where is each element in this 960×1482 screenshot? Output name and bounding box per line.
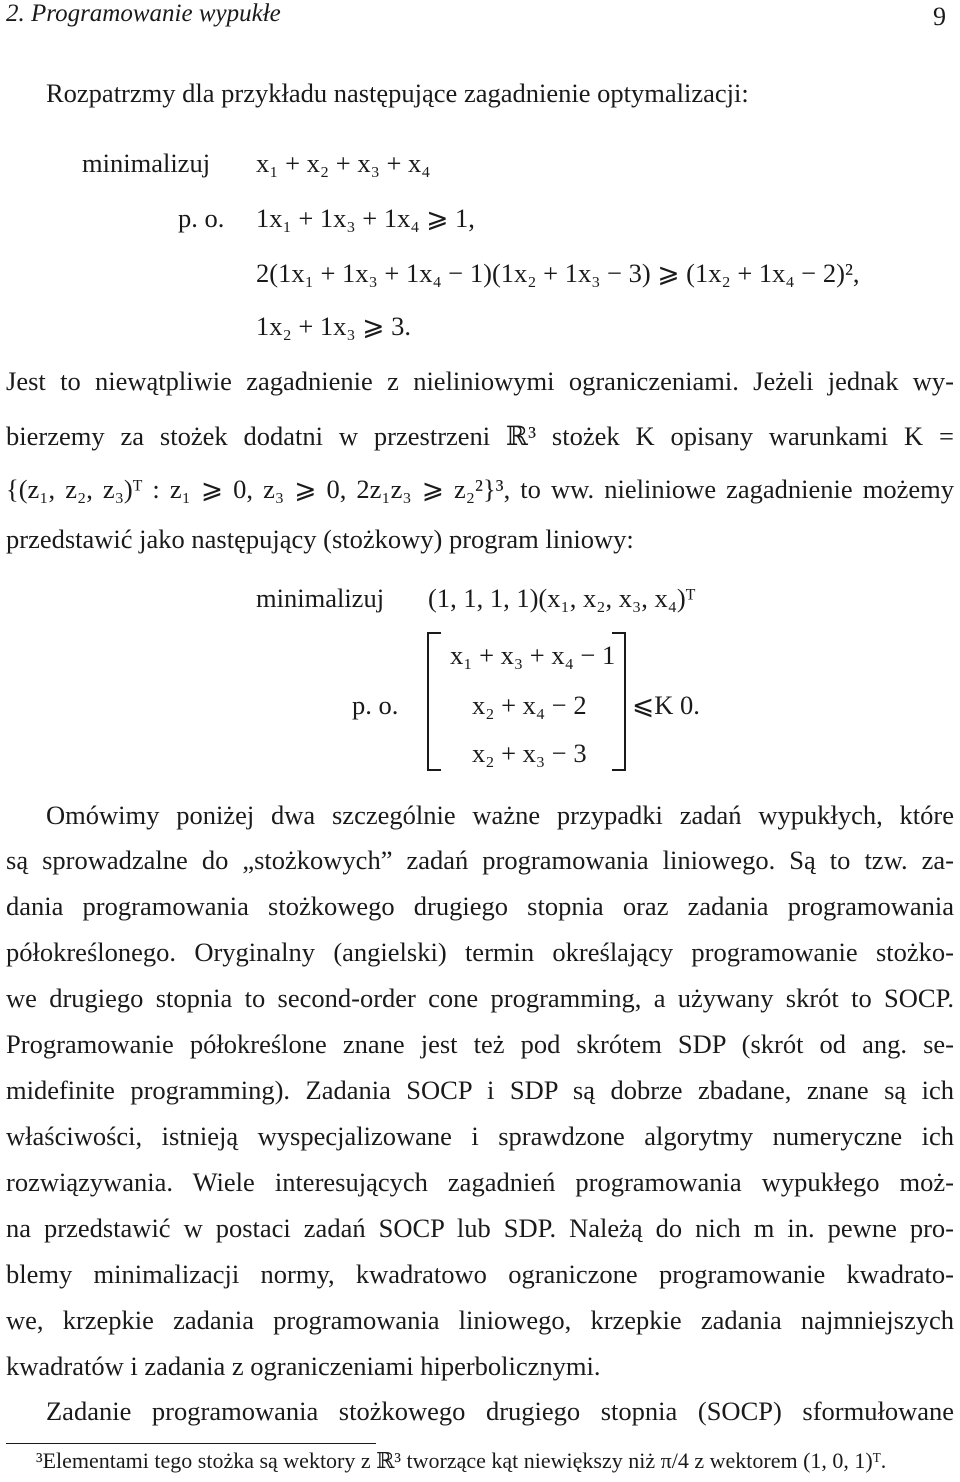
- paragraph-2-line: dania programowania stożkowego drugiego stopnia oraz zadania programowania: [6, 891, 954, 921]
- objective-2: (1, 1, 1, 1)(x₁, x₂, x₃, x₄)ᵀ: [428, 583, 696, 613]
- paragraph-2-line: rozwiązywania. Wiele interesujących zagadnień programowania wypukłego moż-: [6, 1167, 954, 1197]
- paragraph-2-line: we drugiego stopnia to second-order cone programming, a używany skrót to SOCP.: [6, 983, 954, 1013]
- matrix-row-1: x₁ + x₃ + x₄ − 1: [450, 640, 616, 670]
- matrix-row-2: x₂ + x₄ − 2: [472, 690, 587, 720]
- constraint-3: 1x₂ + 1x₃ ⩾ 3.: [256, 311, 412, 341]
- paragraph-3: Zadanie programowania stożkowego drugiego stopnia (SOCP) sformułowane: [46, 1396, 954, 1426]
- paragraph-1: [6, 366, 954, 566]
- paragraph-2-line: Programowanie półokreślone znane jest też pod skrótem SDP (skrót od ang. se-: [6, 1029, 954, 1059]
- paragraph-2-line: kwadratów i zadania z ograniczeniami hiperbolicznymi.: [6, 1351, 601, 1381]
- paragraph-2-line: midefinite programming). Zadania SOCP i SDP są dobrze zbadane, znane są ich: [6, 1075, 954, 1105]
- paragraph-2: [6, 800, 954, 1380]
- paragraph-1-line: {(z₁, z₂, z₃)ᵀ : z₁ ⩾ 0, z₃ ⩾ 0, 2z₁z₃ ⩾ z₂²}³, to ww. nieliniowe zagadnienie możemy: [6, 474, 954, 504]
- paragraph-1-line: Jest to niewątpliwie zagadnienie z nieliniowymi ograniczeniami. Jeżeli jednak wy-: [6, 366, 954, 396]
- paragraph-2-line: są sprowadzalne do „stożkowych” zadań programowania liniowego. Są to tzw. za-: [6, 845, 954, 875]
- minimize-label-1: minimalizuj: [82, 148, 211, 178]
- section-header: 2. Programowanie wypukłe: [6, 0, 281, 27]
- st-label-1: p. o.: [178, 203, 225, 233]
- intro-sentence: Rozpatrzmy dla przykładu następujące zagadnienie optymalizacji:: [46, 78, 749, 108]
- paragraph-2-line: na przedstawić w postaci zadań SOCP lub SDP. Należą do nich m in. pewne pro-: [6, 1213, 954, 1243]
- cone-inequality: ⩽K 0.: [632, 690, 700, 720]
- matrix-row-3: x₂ + x₃ − 3: [472, 738, 587, 768]
- paragraph-1-line: przedstawić jako następujący (stożkowy) program liniowy:: [6, 524, 634, 554]
- st-label-2: p. o.: [352, 690, 399, 720]
- paragraph-2-line: we, krzepkie zadania programowania liniowego, krzepkie zadania najmniejszych: [6, 1305, 954, 1335]
- objective-1: x₁ + x₂ + x₃ + x₄: [256, 148, 431, 178]
- matrix-left-bracket: [427, 632, 441, 771]
- paragraph-2-line: właściwości, istnieją wyspecjalizowane i sprawdzone algorytmy numeryczne ich: [6, 1121, 954, 1151]
- footnote-rule: [6, 1443, 376, 1444]
- paragraph-2-line: półokreślonego. Oryginalny (angielski) termin określający programowanie stożko-: [6, 937, 954, 967]
- footnote: ³Elementami tego stożka są wektory z ℝ³ tworzące kąt niewiększy niż π/4 z wektorem (1, 0, 1)ᵀ.: [36, 1448, 887, 1473]
- constraint-2: 2(1x₁ + 1x₃ + 1x₄ − 1)(1x₂ + 1x₃ − 3) ⩾ (1x₂ + 1x₄ − 2)²,: [256, 258, 860, 288]
- paragraph-2-line: blemy minimalizacji normy, kwadratowo ograniczone programowanie kwadrato-: [6, 1259, 954, 1289]
- paragraph-1-line: bierzemy za stożek dodatni w przestrzeni ℝ³ stożek K opisany warunkami K =: [6, 421, 954, 451]
- paragraph-2-line: Omówimy poniżej dwa szczególnie ważne przypadki zadań wypukłych, które: [46, 800, 954, 830]
- minimize-label-2: minimalizuj: [256, 583, 385, 613]
- page-number: 9: [933, 2, 946, 31]
- constraint-1: 1x₁ + 1x₃ + 1x₄ ⩾ 1,: [256, 203, 475, 233]
